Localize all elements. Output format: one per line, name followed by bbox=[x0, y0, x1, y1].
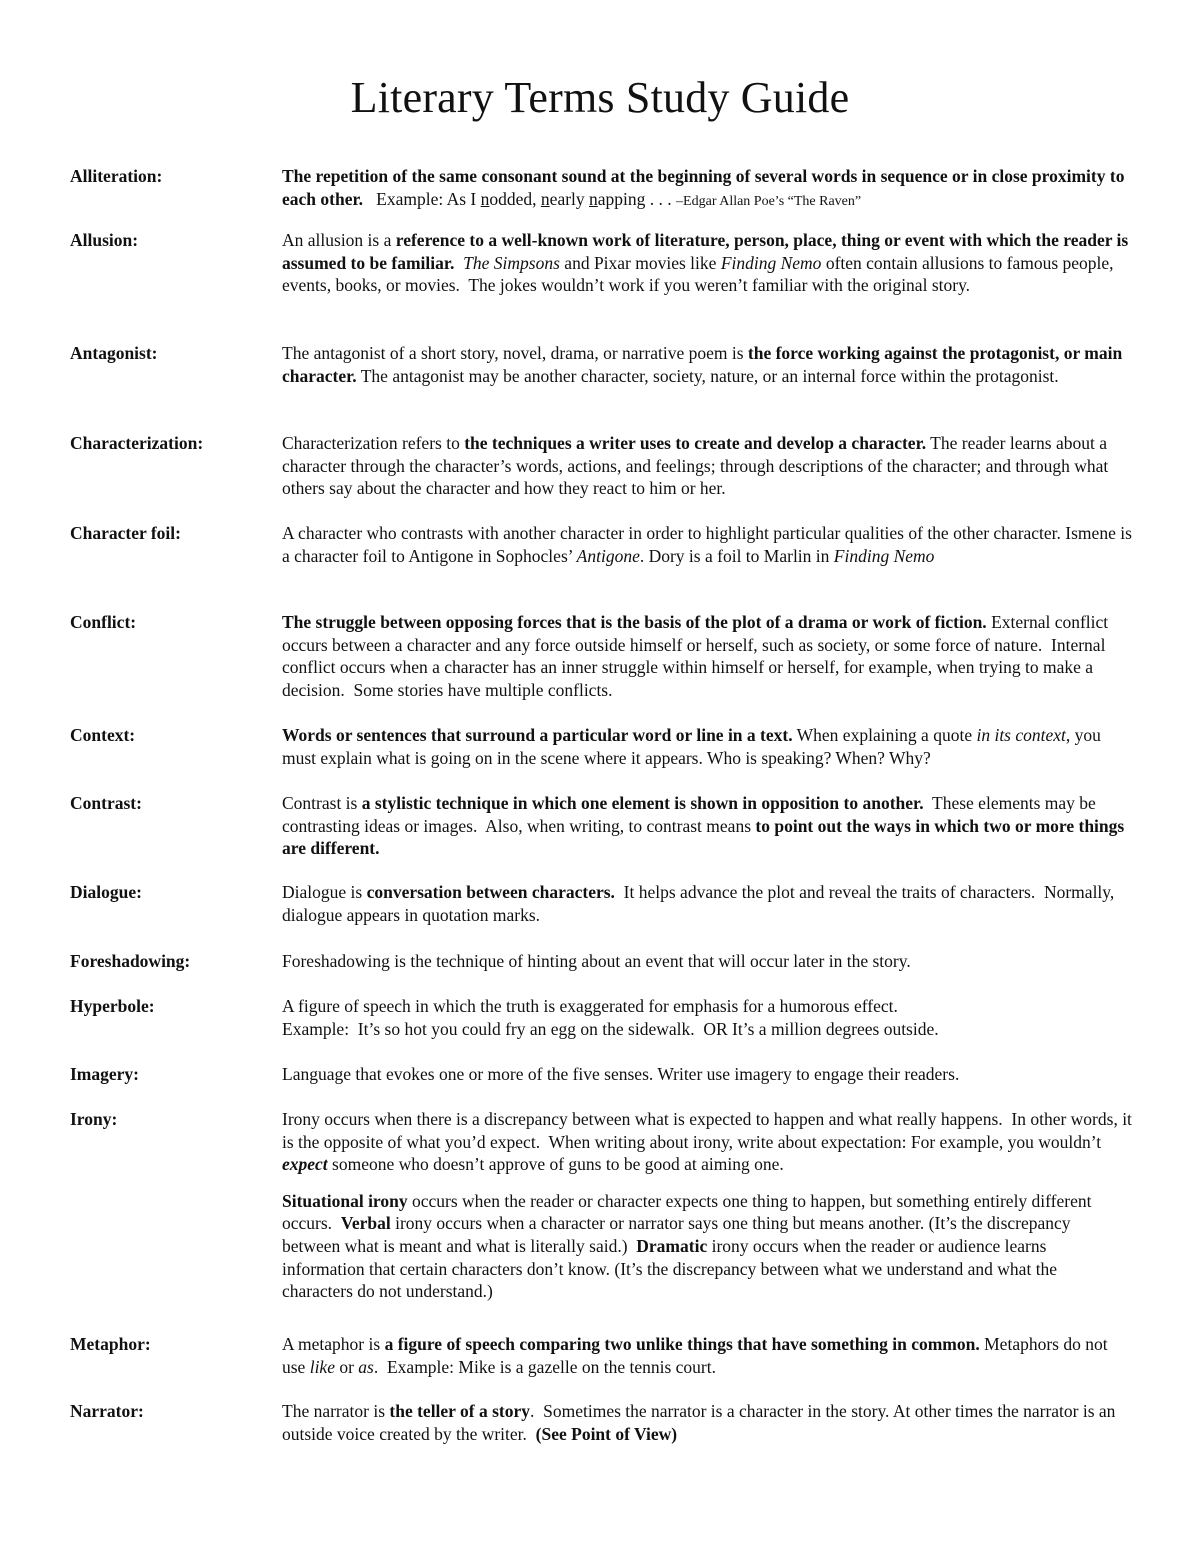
term-definition bbox=[282, 724, 1132, 769]
term-definition bbox=[282, 229, 1132, 297]
definition-text: irony occurs when the reader or audience learns information that certain characters don’t know. (It’s the discrepancy between what we understand and what the characters do not understand.) bbox=[282, 1235, 1062, 1302]
term-definition bbox=[282, 950, 1132, 973]
term-label: Contrast: bbox=[70, 793, 142, 813]
term-label: Foreshadowing: bbox=[70, 951, 191, 971]
definition-text: as bbox=[358, 1356, 374, 1377]
definition-text: Example: It’s so hot you could fry an egg on the sidewalk. OR It’s a million degrees outside. bbox=[282, 1018, 939, 1039]
definition-text: the techniques a writer uses to create and develop a character. bbox=[464, 433, 927, 453]
definition-text: in its context bbox=[976, 725, 1066, 745]
definition-text: to point out the ways in which two or more things are different. bbox=[282, 815, 1129, 859]
definition-text: n bbox=[589, 188, 598, 209]
definition-text: occurs when the reader or character expects one thing to happen, but something entirely different occurs. bbox=[282, 1190, 1096, 1234]
definition-text: A figure of speech in which the truth is exaggerated for emphasis for a humorous effect. bbox=[282, 996, 898, 1016]
definition-text: An allusion is a bbox=[282, 230, 396, 250]
definition-text: . Dory is a foil to Marlin in bbox=[639, 545, 834, 566]
term-definition bbox=[282, 1333, 1132, 1378]
term-definition bbox=[282, 165, 1132, 213]
definition-text: Contrast is bbox=[282, 793, 362, 813]
term-definition bbox=[282, 792, 1132, 860]
term-definition bbox=[282, 522, 1137, 567]
definition-text: These elements may be contrasting ideas or images. Also, when writing, to contrast means bbox=[282, 793, 1101, 836]
definition-text: n bbox=[480, 188, 490, 209]
term-label: Hyperbole: bbox=[70, 996, 155, 1016]
definition-text: and Pixar movies like bbox=[559, 252, 721, 273]
definition-text: Antigone bbox=[576, 545, 640, 566]
term-label: Irony: bbox=[70, 1109, 118, 1129]
definition-text: The repetition of the same consonant sound at the beginning of several words in sequence or in close proximity to each other. bbox=[282, 166, 1129, 209]
definition-text: like bbox=[309, 1356, 335, 1377]
definition-text: odded, bbox=[489, 188, 541, 209]
definition-text bbox=[454, 253, 463, 273]
definition-text: Example: As I bbox=[363, 188, 481, 209]
term-label: Alliteration: bbox=[70, 166, 163, 186]
definition-text: External conflict occurs between a character and any force outside himself or herself, such as society, or some force of nature. Internal conflict occurs when a character has an inner struggle within himself or herself, for example, when trying to make a decision. Some stories have multiple conflicts. bbox=[282, 612, 1113, 700]
definition-text: the teller of a story bbox=[389, 1401, 530, 1421]
term-label: Character foil: bbox=[70, 523, 181, 543]
definition-text: Dialogue is bbox=[282, 882, 367, 902]
definition-text: Irony occurs when there is a discrepancy between what is expected to happen and what really happens. In other words, it is the opposite of what you’d expect. When writing about irony, write about expectation: For example, you wouldn’t bbox=[282, 1109, 1137, 1152]
definition-text: The antagonist of a short story, novel, drama, or narrative poem is bbox=[282, 343, 748, 363]
definition-text: someone who doesn’t approve of guns to be good at aiming one. bbox=[327, 1154, 784, 1175]
definition-text: Characterization refers to bbox=[282, 433, 465, 453]
definition-text: (See Point of View) bbox=[535, 1423, 678, 1444]
definition-text: Words or sentences that surround a particular word or line in a text. bbox=[282, 725, 793, 745]
definition-text: , you must explain what is going on in the scene where it appears. Who is speaking? When? Why? bbox=[282, 725, 1106, 768]
term-definition bbox=[282, 995, 1132, 1040]
term-label: Dialogue: bbox=[70, 882, 142, 902]
term-label: Metaphor: bbox=[70, 1334, 151, 1354]
definition-text: Finding Nemo bbox=[833, 545, 935, 566]
term-label: Allusion: bbox=[70, 230, 139, 250]
definition-text: often contain allusions to famous people, events, books, or movies. The jokes wouldn’t work if you weren’t familiar with the original story. bbox=[282, 252, 1118, 296]
term-definition bbox=[282, 1063, 1132, 1086]
definition-text: Metaphors do not use bbox=[282, 1334, 1112, 1377]
definition-text: conversation between characters. bbox=[366, 882, 615, 902]
definition-text: irony occurs when a character or narrator says one thing but means another. (It’s the discrepancy between what is meant and what is literally said.) bbox=[282, 1213, 1075, 1256]
term-label: Antagonist: bbox=[70, 343, 158, 363]
definition-text: a stylistic technique in which one element is shown in opposition to another. bbox=[361, 793, 924, 813]
term-definition bbox=[282, 881, 1132, 926]
term-label: Context: bbox=[70, 725, 136, 745]
definition-text: n bbox=[540, 188, 550, 209]
definition-text: When explaining a quote bbox=[792, 725, 977, 745]
term-definition bbox=[282, 1108, 1137, 1303]
term-label: Conflict: bbox=[70, 612, 137, 632]
definition-text: It helps advance the plot and reveal the traits of characters. Normally, dialogue appears in quotation marks. bbox=[282, 882, 1119, 925]
definition-text: A metaphor is bbox=[282, 1334, 385, 1354]
definition-text: early bbox=[549, 188, 590, 209]
definition-text: Dramatic bbox=[636, 1235, 708, 1256]
term-label: Imagery: bbox=[70, 1064, 140, 1084]
term-label: Characterization: bbox=[70, 433, 204, 453]
definition-text: the force working against the protagonist, or main character. bbox=[282, 343, 1127, 386]
term-definition bbox=[282, 342, 1132, 387]
definition-text: . Example: Mike is a gazelle on the tennis court. bbox=[373, 1356, 716, 1377]
definition-text: a figure of speech comparing two unlike things that have something in common. bbox=[384, 1334, 980, 1354]
definition-text: The struggle between opposing forces that is the basis of the plot of a drama or work of fiction. bbox=[282, 612, 987, 632]
definition-text: The narrator is bbox=[282, 1401, 390, 1421]
term-label: Narrator: bbox=[70, 1401, 144, 1421]
definition-text: Finding Nemo bbox=[720, 252, 822, 273]
definition-text: Language that evokes one or more of the five senses. Writer use imagery to engage their readers. bbox=[282, 1064, 960, 1084]
page-title: Literary Terms Study Guide bbox=[350, 73, 850, 122]
term-definition bbox=[282, 611, 1132, 701]
definition-text: apping . . . bbox=[597, 188, 677, 209]
definition-text: Foreshadowing is the technique of hinting about an event that will occur later in the story. bbox=[282, 951, 911, 971]
definition-text: Situational irony bbox=[282, 1190, 408, 1211]
definition-text: The antagonist may be another character, society, nature, or an internal force within the protagonist. bbox=[356, 365, 1059, 386]
definition-text: The Simpsons bbox=[463, 252, 560, 273]
definition-text: –Edgar Allan Poe’s “The Raven” bbox=[676, 193, 862, 209]
definition-text: A character who contrasts with another character in order to highlight particular qualities of the other character. Ismene is a character foil to Antigone in Sophocles’ bbox=[282, 523, 1137, 566]
definition-text: expect bbox=[282, 1154, 328, 1175]
term-definition bbox=[282, 432, 1132, 500]
term-definition bbox=[282, 1400, 1132, 1445]
definition-text: reference to a well-known work of literature, person, place, thing or event with which the reader is assumed to be familiar. bbox=[282, 230, 1133, 273]
definition-text: . Sometimes the narrator is a character in the story. At other times the narrator is an outside voice created by the writer. bbox=[282, 1401, 1120, 1444]
definition-text: or bbox=[334, 1356, 359, 1377]
definition-text: Verbal bbox=[340, 1213, 391, 1234]
definition-text: The reader learns about a character through the character’s words, actions, and feelings; through descriptions of the character; and through what others say about the character and how they react to him or her. bbox=[282, 433, 1113, 499]
